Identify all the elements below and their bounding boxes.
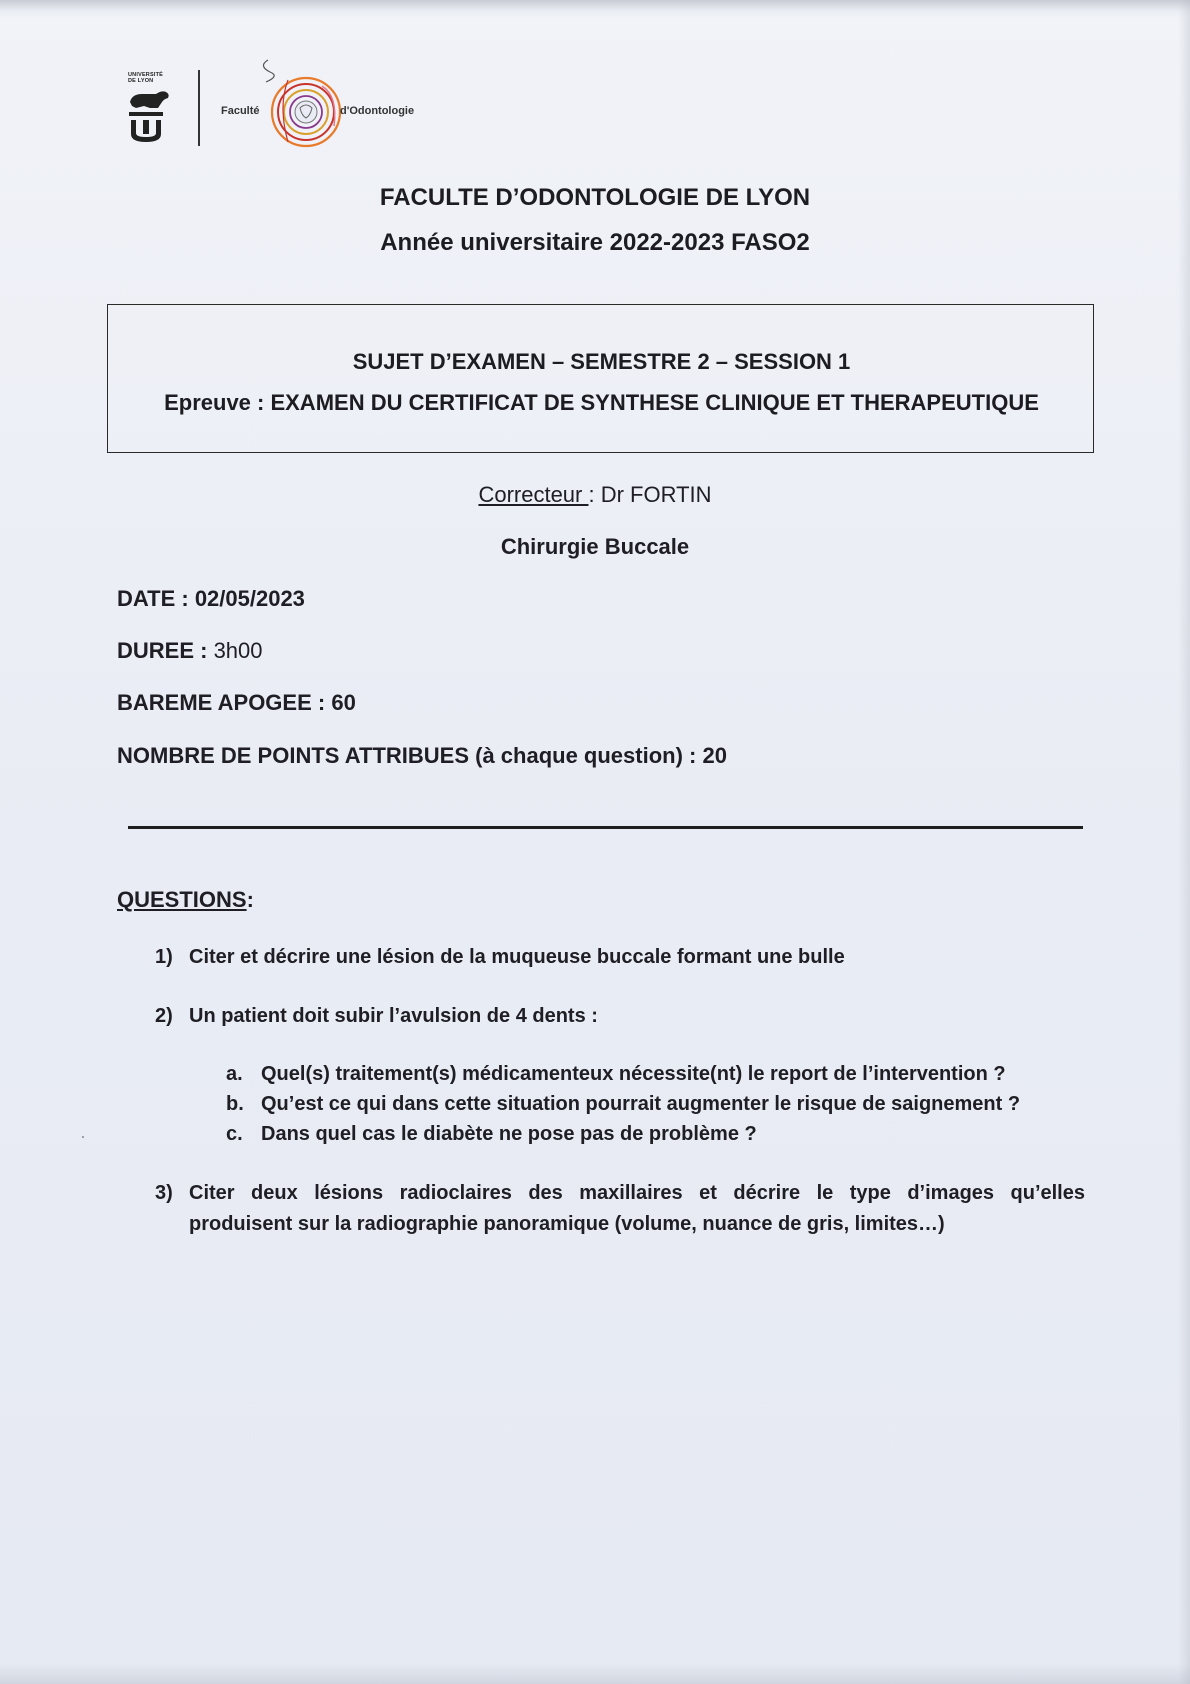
lion-icon [128, 72, 174, 144]
date-value: 02/05/2023 [194, 586, 305, 611]
sub-question-text: Qu’est ce qui dans cette situation pourrait augmenter le risque de saignement ? [261, 1093, 1021, 1115]
questions-heading [117, 887, 254, 913]
scan-bottom-shadow [0, 1664, 1190, 1684]
duration-value: 3h00 [213, 638, 263, 663]
corrector-label: Correcteur [478, 482, 589, 507]
faculty-title: FACULTE D’ODONTOLOGIE DE LYON [379, 184, 811, 211]
scale-value: 60 [331, 690, 356, 715]
faculte-odontologie-logo [218, 56, 428, 156]
sub-question-letter: a. [226, 1063, 243, 1085]
scale-line [117, 690, 356, 716]
exam-epreuve-line: Epreuve : EXAMEN DU CERTIFICAT DE SYNTHESE CLINIQUE ET THERAPEUTIQUE [164, 390, 1039, 415]
logo-faculte-word: Faculté [221, 105, 260, 117]
duration-line [117, 638, 263, 664]
question-text [189, 1178, 1085, 1240]
question-text: Citer et décrire une lésion de la muqueuse buccale formant une bulle [189, 946, 845, 968]
question-3-line-2: produisent sur la radiographie panoramique (volume, nuance de gris, limites…) [189, 1213, 945, 1235]
section-divider [128, 826, 1083, 829]
sub-question-letter: c. [226, 1123, 243, 1145]
scan-top-shadow [0, 0, 1190, 18]
question-number: 2) [155, 1005, 173, 1027]
sub-question-text: Quel(s) traitement(s) médicamenteux nécessite(nt) le report de l’intervention ? [261, 1063, 1006, 1085]
points-value: 20 [702, 743, 727, 768]
universite-de-lyon-logo [128, 72, 174, 144]
universite-de-lyon-logo-text: UNIVERSITÉ DE LYON [128, 72, 164, 84]
sub-question-text: Dans quel cas le diabète ne pose pas de problème ? [261, 1123, 757, 1145]
points-line [117, 743, 727, 769]
questions-heading-colon: : [246, 887, 254, 912]
question-number: 1) [155, 946, 173, 968]
exam-subject-box [107, 304, 1094, 453]
scan-speck [82, 1136, 84, 1138]
specialty: Chirurgie Buccale [500, 534, 690, 559]
question-number: 3) [155, 1182, 173, 1204]
corrector-line [0, 482, 1190, 508]
duration-label: DUREE : [117, 638, 214, 663]
logo-divider [198, 70, 200, 146]
scale-label: BAREME APOGEE : [117, 690, 332, 715]
date-label: DATE : [117, 586, 195, 611]
exam-session-line: SUJET D’EXAMEN – SEMESTRE 2 – SESSION 1 [352, 349, 851, 374]
points-label: NOMBRE DE POINTS ATTRIBUES (à chaque question) : [117, 743, 703, 768]
question-3-line-1: Citer deux lésions radioclaires des maxillaires et décrire le type d’images qu’elles [189, 1182, 1085, 1204]
logo-odontologie-word: d'Odontologie [340, 105, 415, 117]
question-text: Un patient doit subir l’avulsion de 4 dents : [189, 1005, 598, 1027]
questions-heading-label: QUESTIONS [117, 887, 247, 912]
corrector-value: : Dr FORTIN [588, 482, 712, 507]
sub-question-letter: b. [226, 1093, 244, 1115]
academic-year-title: Année universitaire 2022-2023 FASO2 [380, 229, 810, 256]
date-line [117, 586, 305, 612]
